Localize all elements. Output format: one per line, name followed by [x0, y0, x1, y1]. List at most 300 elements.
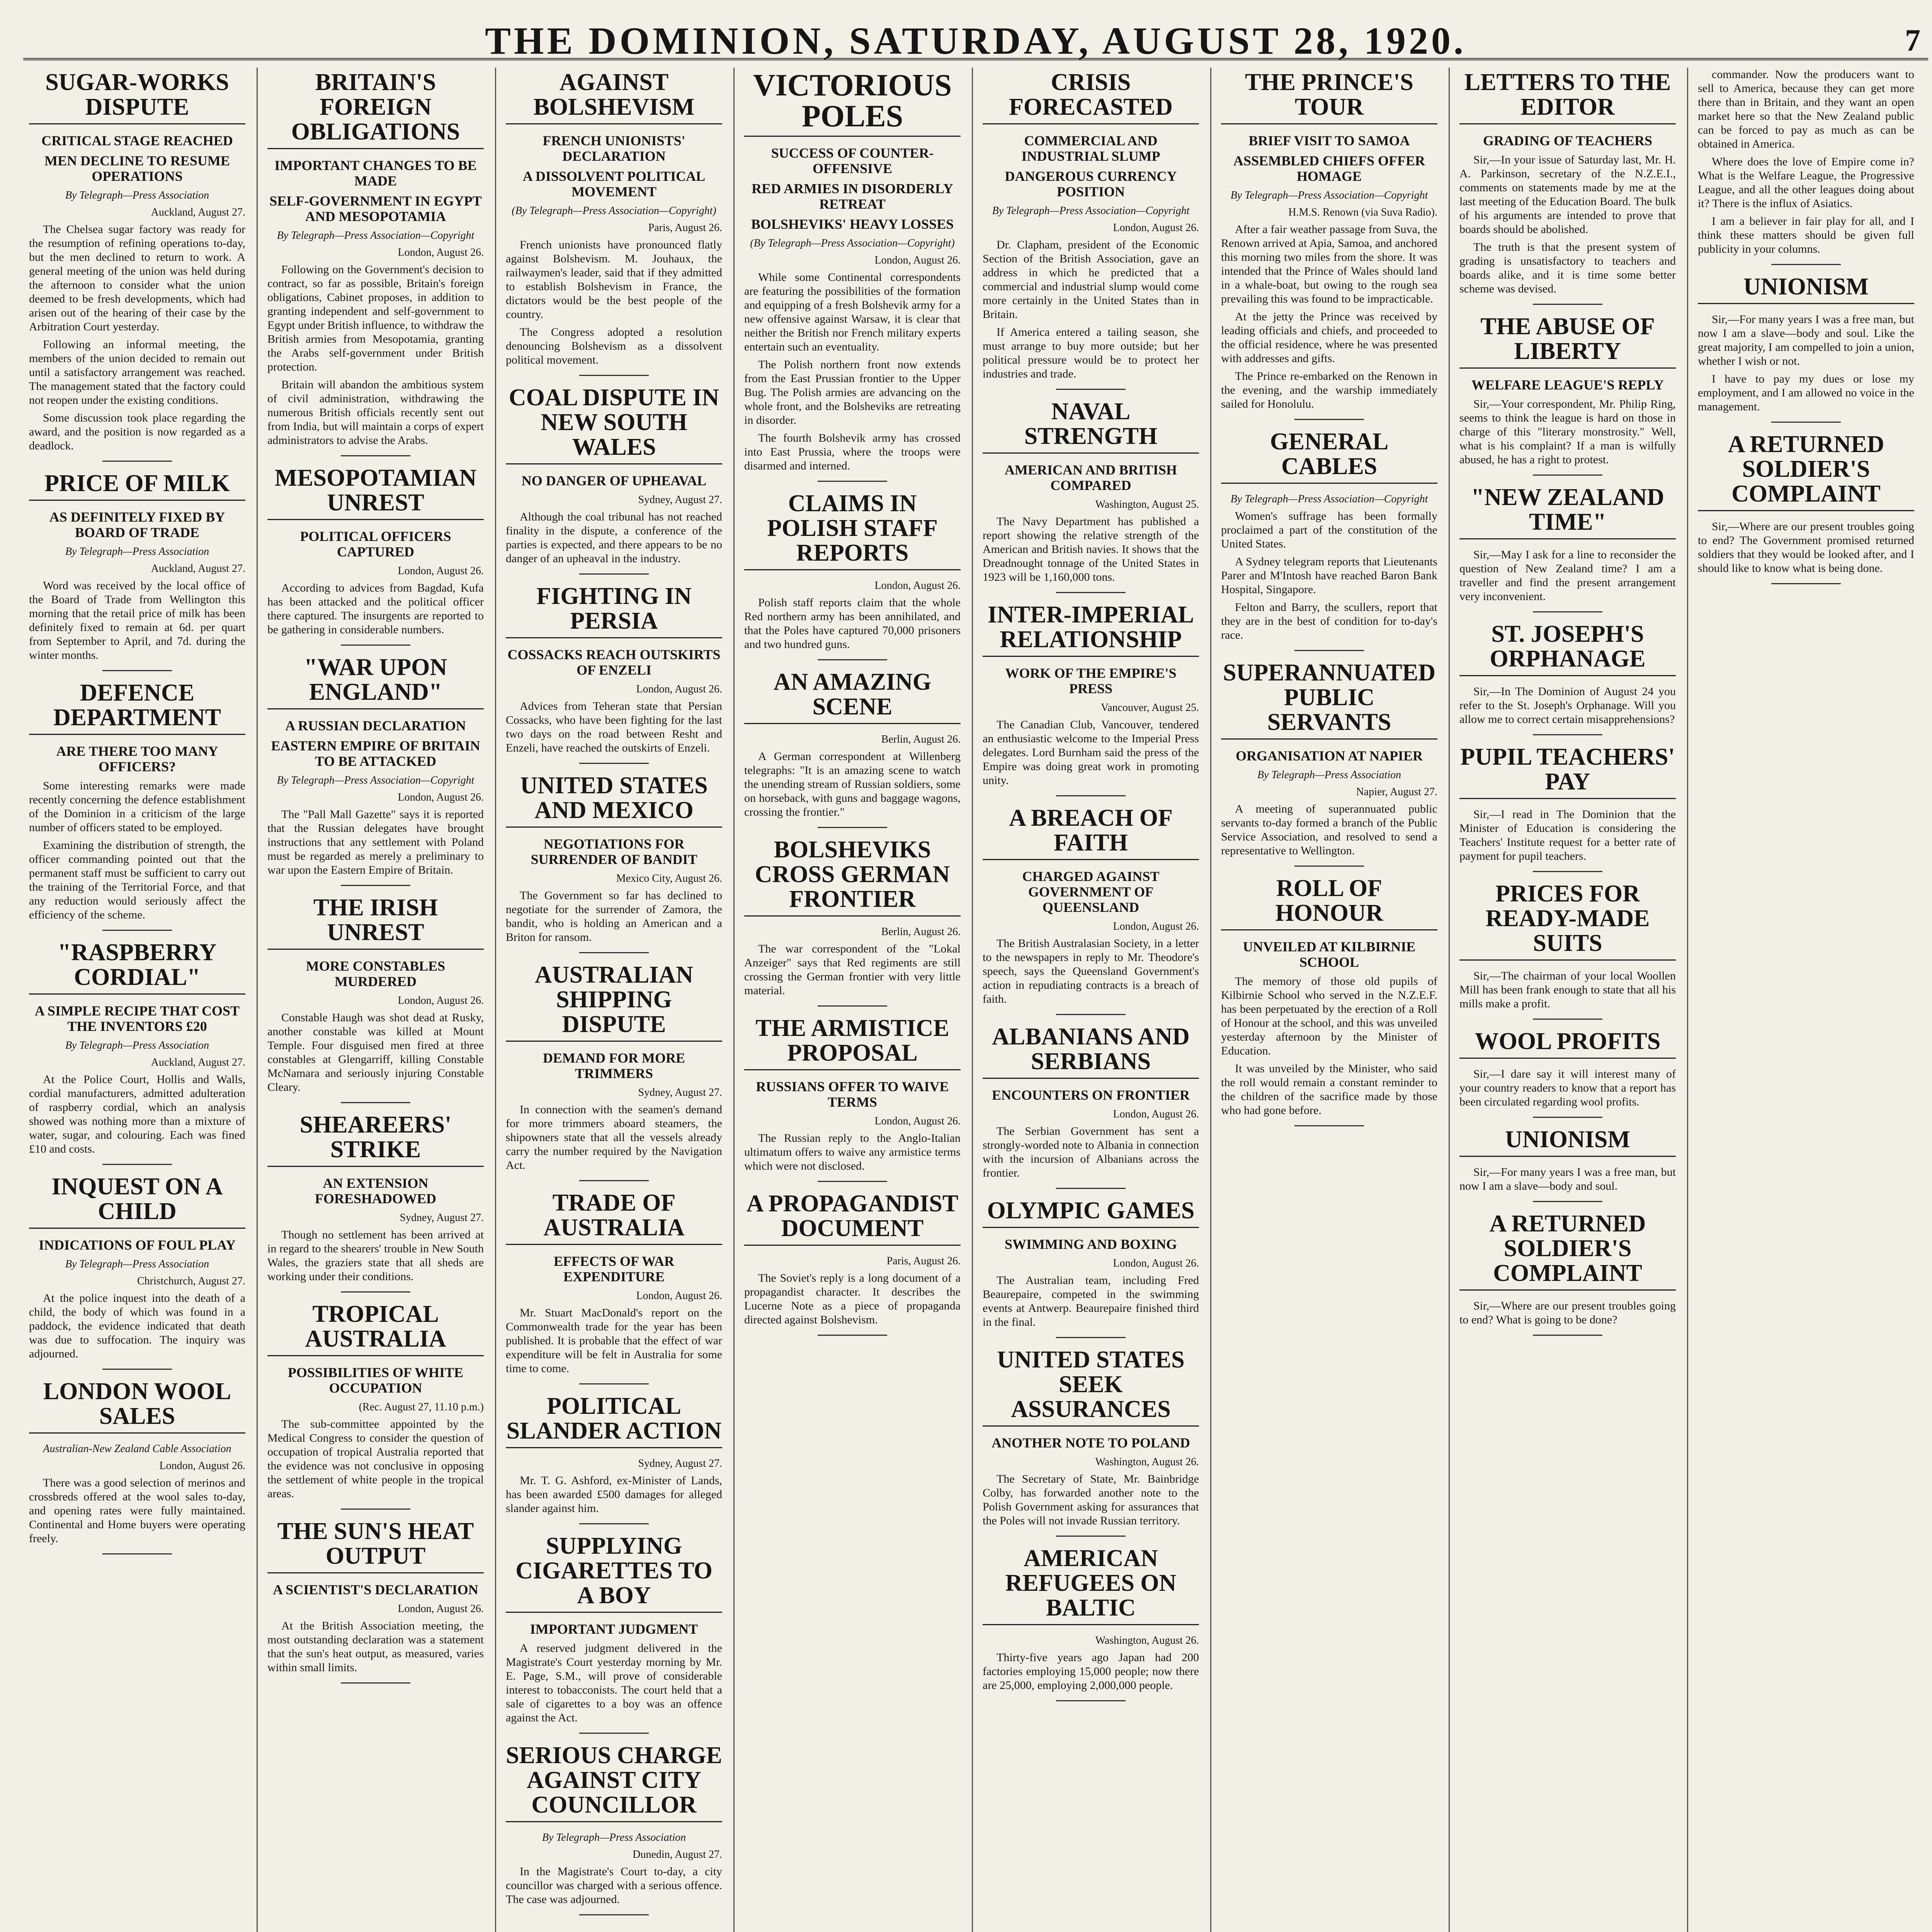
article-paragraph: Following an informal meeting, the members of the union decided to remain out until a satisfactory arrangement was reached. The management stated that the factory could not reopen under the existing conditions.: [29, 338, 245, 406]
article-paragraph: The Polish northern front now extends from the East Prussian frontier to the Upper Bug. The Polish armies are advancing on the whole front, and the Bolsheviks are retreating in disorder.: [744, 358, 961, 427]
article-separator: [1771, 264, 1841, 265]
article-headline: AUSTRALIAN SHIPPING DISPUTE: [535, 962, 693, 1037]
article-paragraph: It was unveiled by the Minister, who said the roll would remain a constant reminder to the children of the sacrifice made by those who had gone before.: [1221, 1062, 1437, 1117]
article-paragraph: Though no settlement has been arrived at in regard to the shearers' trouble in New South Wales, the graziers state that all sheds are working under their conditions.: [267, 1228, 484, 1283]
article: [744, 837, 961, 1007]
article-separator: [579, 1180, 649, 1181]
headline-rule: [29, 734, 245, 735]
column-rule: [1687, 68, 1688, 1932]
article-paragraph: The Navy Department has published a report showing the relative strength of the American and British navies. It shows that the Dreadnought tonnage of the United States in 1923 will be 1,160,000 tons.: [983, 515, 1199, 583]
article-paragraph: Constable Haugh was shot dead at Rusky, another constable was killed at Mount Temple. Four disguised men fired at three constables at Glengarriff, killing Constable McNamara and seriously injuring Constable Cleary.: [267, 1011, 484, 1094]
article: [267, 1112, 484, 1293]
article: [506, 1534, 722, 1734]
masthead: [23, 12, 1928, 60]
article: [1221, 70, 1437, 420]
headline-rule: [1459, 123, 1676, 124]
article: [983, 1347, 1199, 1537]
article-dateline: Sydney, August 27.: [638, 1458, 722, 1469]
article-headline: THE ARMISTICE PROPOSAL: [755, 1015, 949, 1066]
headline-rule: [1459, 959, 1676, 961]
article-dateline: Auckland, August 27.: [151, 563, 245, 575]
article-paragraph: Where does the love of Empire come in? What is the Welfare League, the Progressive League, and all the other leagues doing about it? There is the influx of Asiatics.: [1698, 155, 1914, 210]
column-3: [506, 68, 722, 1932]
article-deck: ORGANISATION AT NAPIER: [1235, 748, 1423, 764]
article-deck: AN EXTENSION FORESHADOWED: [315, 1175, 437, 1206]
article: [1221, 429, 1437, 651]
article: [267, 655, 484, 886]
headline-rule: [744, 569, 961, 570]
article-deck: BRIEF VISIT TO SAMOA: [1248, 133, 1410, 148]
article-deck: DANGEROUS CURRENCY POSITION: [1005, 168, 1177, 199]
article-byline: By Telegraph—Press Association—Copyright: [992, 205, 1190, 217]
article-deck: WORK OF THE EMPIRE'S PRESS: [1005, 665, 1177, 696]
article-dateline: London, August 26.: [398, 995, 484, 1007]
article-byline: By Telegraph—Press Association: [65, 1258, 209, 1270]
headline-rule: [1221, 738, 1437, 740]
article-separator: [579, 1733, 649, 1734]
article-headline: DEFENCE DEPARTMENT: [53, 680, 221, 731]
article-paragraph: The fourth Bolshevik army has crossed into East Prussia, where the troops were disarmed and interned.: [744, 432, 961, 472]
article-deck: ANOTHER NOTE TO POLAND: [992, 1435, 1190, 1451]
article-dateline: London, August 26.: [636, 683, 722, 695]
article-deck: POSSIBILITIES OF WHITE OCCUPATION: [287, 1365, 464, 1396]
article: [983, 399, 1199, 593]
article-paragraph: Some discussion took place regarding the award, and the position is now regarded as a deadlock.: [29, 412, 245, 452]
headline-rule: [1698, 510, 1914, 511]
article-dateline: Vancouver, August 25.: [1101, 702, 1199, 714]
article-headline: FIGHTING IN PERSIA: [536, 583, 692, 634]
article-headline: ROLL OF HONOUR: [1275, 875, 1383, 926]
article-byline: By Telegraph—Press Association: [65, 189, 209, 201]
article-headline: THE SUN'S HEAT OUTPUT: [277, 1518, 474, 1569]
article-paragraph: Mr. Stuart MacDonald's report on the Commonwealth trade for the year has been published. It is probable that the effect of war expenditure will be felt in Australia for some time to come.: [506, 1306, 722, 1375]
article-separator: [341, 885, 410, 886]
article-separator: [818, 1181, 887, 1182]
article-headline: CRISIS FORECASTED: [1009, 69, 1173, 120]
article-separator: [579, 1383, 649, 1384]
article-headline: TRADE OF AUSTRALIA: [543, 1190, 685, 1241]
column-6: [1221, 68, 1437, 1932]
article: [29, 1174, 245, 1370]
article-separator: [1056, 1700, 1126, 1701]
headline-rule: [983, 656, 1199, 657]
article-headline: COAL DISPUTE IN NEW SOUTH WALES: [509, 384, 719, 460]
article: [744, 70, 961, 482]
headline-rule: [1459, 1058, 1676, 1059]
article-deck: COSSACKS REACH OUTSKIRTS OF ENZELI: [507, 647, 721, 678]
article-separator: [341, 455, 410, 456]
article-paragraph: In connection with the seamen's demand for more trimmers aboard steamers, the shipowners state that all the vessels already carry the number required by the Navigation Act.: [506, 1103, 722, 1172]
article-headline: UNIONISM: [1505, 1126, 1630, 1153]
article-dateline: London, August 26.: [874, 254, 961, 266]
headline-rule: [1459, 538, 1676, 539]
article: [29, 680, 245, 931]
article-separator: [102, 1164, 172, 1165]
article-separator: [1771, 583, 1841, 584]
article-paragraph: The Serbian Government has sent a strongly-worded note to Albania in connection with the incursion of Albanians across the frontier.: [983, 1125, 1199, 1179]
article-separator: [818, 1005, 887, 1007]
article-headline: SHEAREERS' STRIKE: [299, 1112, 452, 1163]
article-deck: CRITICAL STAGE REACHED: [41, 133, 233, 148]
article: [267, 1519, 484, 1684]
article-deck: EASTERN EMPIRE OF BRITAIN TO BE ATTACKED: [271, 738, 480, 769]
article-paragraph: The memory of those old pupils of Kilbirnie School who served in the N.Z.E.F. has been perpetuated by the erection of a Roll of Honour at the school, and this was unveiled yesterday afternoon by the Minister of Education.: [1221, 975, 1437, 1057]
headline-rule: [506, 1821, 722, 1822]
article-dateline: London, August 26.: [398, 791, 484, 803]
article-deck: A DISSOLVENT POLITICAL MOVEMENT: [522, 168, 706, 199]
article-separator: [1533, 611, 1602, 612]
article-deck: DEMAND FOR MORE TRIMMERS: [543, 1050, 685, 1081]
article-deck: NEGOTIATIONS FOR SURRENDER OF BANDIT: [531, 836, 697, 867]
article-deck: AMERICAN AND BRITISH COMPARED: [1004, 462, 1177, 493]
article-paragraph: The sub-committee appointed by the Medical Congress to consider the question of occupation of tropical Australia reported that the evidence was not conclusive in opposing the settlement of white people in the tropical areas.: [267, 1418, 484, 1500]
article-separator: [579, 763, 649, 764]
article-deck: ENCOUNTERS ON FRONTIER: [992, 1087, 1190, 1103]
article-paragraph: The Government so far has declined to negotiate for the surrender of Zamora, the bandit, who is holding an American and a Briton for ransom.: [506, 889, 722, 944]
article-paragraph: Sir,—Your correspondent, Mr. Philip Ring, seems to think the league is hard on those in charge of this "literary monstrosity." Well, what is his complaint? If a man is wilfully abused, he has a right to protest.: [1459, 398, 1676, 466]
article: [983, 1024, 1199, 1189]
article-headline: INTER-IMPERIAL RELATIONSHIP: [988, 602, 1194, 653]
article-deck: FRENCH UNIONISTS' DECLARATION: [543, 133, 685, 164]
article-dateline: London, August 26.: [398, 247, 484, 259]
article-headline: "RASPBERRY CORDIAL": [58, 939, 217, 990]
article-headline: AMERICAN REFUGEES ON BALTIC: [1005, 1545, 1177, 1621]
article: [1698, 432, 1914, 584]
article: [267, 895, 484, 1103]
article-separator: [1056, 795, 1126, 796]
headline-rule: [506, 1041, 722, 1042]
article-dateline: Washington, August 25.: [1095, 498, 1199, 510]
article: [29, 70, 245, 462]
article-separator: [818, 659, 887, 660]
article: [1221, 876, 1437, 1126]
headline-rule: [744, 136, 961, 137]
article: [267, 466, 484, 646]
headline-rule: [29, 993, 245, 995]
article: [983, 602, 1199, 796]
article-paragraph: Felton and Barry, the scullers, report that they are in the best of condition for to-day's race.: [1221, 601, 1437, 641]
headline-rule: [983, 859, 1199, 860]
article-separator: [1533, 871, 1602, 872]
article-headline: A RETURNED SOLDIER'S COMPLAINT: [1728, 431, 1884, 507]
article-dateline: London, August 26.: [874, 1115, 961, 1127]
article-dateline: Dunedin, August 27.: [633, 1849, 722, 1861]
headline-rule: [29, 123, 245, 124]
article-paragraph: At the British Association meeting, the most outstanding declaration was a statement that the sun's heat output, as measured, varies within small limits.: [267, 1619, 484, 1674]
article-dateline: Sydney, August 27.: [638, 494, 722, 506]
article-separator: [1056, 592, 1126, 593]
article-headline: THE ABUSE OF LIBERTY: [1480, 313, 1655, 364]
article-headline: ALBANIANS AND SERBIANS: [992, 1024, 1190, 1075]
article-paragraph: Sir,—Where are our present troubles going to end? The Government promised returned soldiers that they would be looked after, and I should like to know what is being done.: [1698, 520, 1914, 575]
article-paragraph: Following on the Government's decision to contract, so far as possible, Britain's foreign obligations, Cabinet proposes, in addition to granting independent and self-government to Egypt under British influence, to withdraw the British armies from Mesopotamia, granting the Arabs self-government under British protection.: [267, 263, 484, 373]
headline-rule: [744, 1245, 961, 1246]
article-paragraph: According to advices from Bagdad, Kufa has been attacked and the political officer there captured. The insurgents are reported to be gathering in considerable numbers.: [267, 582, 484, 636]
article-separator: [1533, 1117, 1602, 1118]
article-headline: THE IRISH UNREST: [313, 895, 438, 946]
article-dateline: Washington, August 26.: [1095, 1634, 1199, 1646]
article-paragraph: The Secretary of State, Mr. Bainbridge Colby, has forwarded another note to the Polish Government asking for assurances that the Poles will not invade Russian territory.: [983, 1473, 1199, 1527]
article-byline: Australian-New Zealand Cable Association: [43, 1443, 231, 1455]
headline-rule: [29, 1228, 245, 1229]
article-separator: [1771, 422, 1841, 423]
article-paragraph: Thirty-five years ago Japan had 200 factories employing 15,000 people; now there are 25,000, employing 2,000,000 people.: [983, 1651, 1199, 1692]
article-paragraph: The Canadian Club, Vancouver, tendered an enthusiastic welcome to the Imperial Press delegates. Lord Burnham said the press of the Empire was doing great work in promoting unity.: [983, 718, 1199, 787]
article: [29, 940, 245, 1165]
article-paragraph: Polish staff reports claim that the whole Red northern army has been annihilated, and that the Poles have captured 70,000 prisoners and two hundred guns.: [744, 596, 961, 651]
article-separator: [1056, 1536, 1126, 1537]
article-headline: SUGAR-WORKS DISPUTE: [45, 69, 229, 120]
article-paragraph: Examining the distribution of strength, the officer commanding pointed out that the permanent staff must be sufficient to carry out the training of the Territorial Force, and that any reduction would seriously affect the efficiency of the scheme.: [29, 839, 245, 921]
column-7: [1459, 68, 1676, 1932]
article: [983, 806, 1199, 1015]
article-headline: "WAR UPON ENGLAND": [304, 654, 447, 705]
article-headline: WOOL PROFITS: [1475, 1028, 1661, 1054]
column-8: [1698, 68, 1914, 1932]
article-deck: BOLSHEVIKS' HEAVY LOSSES: [751, 216, 954, 232]
article-paragraph: Some interesting remarks were made recently concerning the defence establishment of the Dominion in a criticism of the large number of officers stated to be employed.: [29, 779, 245, 834]
article-deck: IMPORTANT JUDGMENT: [530, 1621, 698, 1637]
article-separator: [102, 1369, 172, 1370]
article-paragraph: The truth is that the present system of grading is unsatisfactory to teachers and boards alike, and it is time some better scheme was devised.: [1459, 241, 1676, 295]
column-rule: [972, 68, 973, 1932]
article-separator: [1294, 419, 1364, 420]
article: [506, 1190, 722, 1384]
article-separator: [818, 1335, 887, 1336]
article-headline: A RETURNED SOLDIER'S COMPLAINT: [1489, 1211, 1646, 1286]
article-headline: UNIONISM: [1743, 274, 1869, 300]
article-paragraph: After a fair weather passage from Suva, the Renown arrived at Apia, Samoa, and anchored this morning two miles from the shore. It was intended that the Prince of Wales should land in a whale-boat, but owing to the rough sea prevailing this was found to be impracticable.: [1221, 223, 1437, 305]
article-separator: [1294, 650, 1364, 651]
article-paragraph: Britain will abandon the ambitious system of civil administration, withdrawing the numerous British officials recently sent out from India, but will maintain a corps of expert administrators to advise the Arabs.: [267, 378, 484, 447]
article: [29, 1379, 245, 1554]
article-deck: POLITICAL OFFICERS CAPTURED: [300, 529, 451, 560]
article-deck: GRADING OF TEACHERS: [1483, 133, 1653, 148]
article-separator: [1533, 734, 1602, 735]
article-dateline: London, August 26.: [874, 580, 961, 592]
article-paragraph: At the police inquest into the death of a child, the body of which was found in a paddock, the evidence indicated that death was due to suffocation. The inquiry was adjourned.: [29, 1292, 245, 1360]
headline-rule: [1459, 1156, 1676, 1157]
article-dateline: Berlin, August 26.: [881, 733, 961, 745]
article-separator: [341, 1291, 410, 1293]
article-separator: [579, 1914, 649, 1915]
page-number: 7: [1905, 24, 1920, 58]
article-deck: MORE CONSTABLES MURDERED: [306, 958, 446, 989]
article-dateline: Berlin, August 26.: [881, 926, 961, 938]
column-rule: [257, 68, 258, 1932]
article-paragraph: At the Police Court, Hollis and Walls, cordial manufacturers, admitted adulteration of raspberry cordial, which an analysis showed was nothing more than a mixture of water, sugar, and colouring. Each was fined £10 and costs.: [29, 1073, 245, 1155]
headline-rule: [744, 723, 961, 724]
column-4: [744, 68, 961, 1932]
article-headline: SUPERANNUATED PUBLIC SERVANTS: [1223, 660, 1435, 735]
article: [1459, 1211, 1676, 1336]
headline-rule: [1221, 929, 1437, 930]
article: [506, 1394, 722, 1524]
article-paragraph: The "Pall Mall Gazette" says it is reported that the Russian delegates have brought instructions that any settlement with Poland must be regarded as merely a preliminary to war upon the Eastern Empire of Britain.: [267, 808, 484, 876]
article-separator: [341, 1509, 410, 1510]
article-dateline: London, August 26.: [398, 1603, 484, 1615]
article-dateline: London, August 26.: [636, 1290, 722, 1302]
article-headline: A PROPAGANDIST DOCUMENT: [746, 1190, 959, 1242]
article-paragraph: Sir,—May I ask for a line to reconsider the question of New Zealand time? I am a traveller and find the present arrangement very inconvenient.: [1459, 548, 1676, 603]
article-paragraph: Sir,—In The Dominion of August 24 you refer to the St. Joseph's Orphanage. Will you allow me to correct certain misapprehensions?: [1459, 685, 1676, 726]
headline-rule: [267, 1166, 484, 1167]
article-byline: By Telegraph—Press Association—Copyright: [277, 230, 474, 242]
article-byline: By Telegraph—Press Association: [542, 1832, 686, 1844]
article: [1459, 1127, 1676, 1202]
article-paragraph: The Chelsea sugar factory was ready for the resumption of refining operations to-day, but the men declined to return to work. A general meeting of the union was held during the afternoon to consider what the union deemed to be fresh developments, which had arisen out of the hearing of their case by the Arbitration Court yesterday.: [29, 223, 245, 333]
article: [983, 70, 1199, 390]
headline-rule: [983, 1078, 1199, 1079]
article-separator: [1056, 1188, 1126, 1189]
article-paragraph: commander. Now the producers want to sell to America, because they can get more there than in Britain, and they want an open market here so that the New Zealand public can be forced to pay as much as can be obtained in America.: [1698, 68, 1914, 150]
headline-rule: [506, 1612, 722, 1613]
column-rule: [733, 68, 735, 1932]
article-headline: SERIOUS CHARGE AGAINST CITY COUNCILLOR: [506, 1742, 722, 1818]
article-separator: [102, 1553, 172, 1554]
article-headline: THE PRINCE'S TOUR: [1245, 69, 1413, 120]
article-deck: COMMERCIAL AND INDUSTRIAL SLUMP: [1021, 133, 1160, 164]
article-paragraph: A meeting of superannuated public servants to-day formed a branch of the Public Service Association, and resolved to send a representative to Wellington.: [1221, 803, 1437, 857]
article-paragraph: A Sydney telegram reports that Lieutenants Parer and M'Intosh have reached Baron Bank Hospital, Singapore.: [1221, 555, 1437, 596]
masthead-title: THE DOMINION, SATURDAY, AUGUST 28, 1920.: [485, 19, 1466, 62]
article-dateline: Washington, August 26.: [1095, 1456, 1199, 1468]
article-deck: CHARGED AGAINST GOVERNMENT OF QUEENSLAND: [1022, 869, 1160, 915]
article-headline: GENERAL CABLES: [1270, 429, 1389, 480]
article: [1459, 70, 1676, 305]
article-headline: NAVAL STRENGTH: [1024, 398, 1158, 449]
article-separator: [341, 1102, 410, 1103]
article-paragraph: There was a good selection of merinos and crossbreds offered at the wool sales to-day, and opening rates were fully maintained. Continental and Home buyers were operating freely.: [29, 1476, 245, 1545]
article-separator: [102, 461, 172, 462]
article-headline: PRICE OF MILK: [44, 470, 230, 497]
headline-rule: [983, 452, 1199, 454]
article-dateline: London, August 26.: [398, 565, 484, 577]
article: [506, 70, 722, 376]
article-dateline: Sydney, August 27.: [400, 1212, 484, 1224]
article-separator: [341, 645, 410, 646]
article-headline: "NEW ZEALAND TIME": [1471, 484, 1665, 535]
article-separator: [1533, 1201, 1602, 1202]
article-paragraph: Sir,—In your issue of Saturday last, Mr. H. A. Parkinson, secretary of the N.Z.E.I., comments on statements made by me at the last meeting of the Education Board. The bulk of his arguments are intended to prove that boards should be abolished.: [1459, 153, 1676, 236]
article: [506, 773, 722, 953]
article-separator: [579, 375, 649, 376]
article-paragraph: Advices from Teheran state that Persian Cossacks, who have been fighting for the last two days on the road between Resht and Enzeli, have reached the outskirts of Enzeli.: [506, 700, 722, 754]
article: [1459, 485, 1676, 612]
article: [1221, 660, 1437, 867]
column-2: [267, 68, 484, 1932]
article: [506, 385, 722, 575]
article-separator: [1533, 304, 1602, 305]
article-headline: CLAIMS IN POLISH STAFF REPORTS: [767, 490, 938, 566]
article-deck: A RUSSIAN DECLARATION: [285, 718, 466, 733]
headline-rule: [267, 949, 484, 950]
article-paragraph: French unionists have pronounced flatly against Bolshevism. M. Jouhaux, the railwaymen's leader, said that if they admitted to establish Bolshevism in France, the dictators would be the best people of the country.: [506, 238, 722, 321]
article-separator: [102, 670, 172, 671]
article-headline: UNITED STATES SEEK ASSURANCES: [997, 1347, 1185, 1422]
headline-rule: [1459, 675, 1676, 676]
article-paragraph: I am a believer in fair play for all, and I think these matters should be given full publicity in your columns.: [1698, 215, 1914, 255]
article-separator: [1294, 866, 1364, 867]
article-headline: AN AMAZING SCENE: [773, 669, 932, 720]
article-separator: [1533, 1335, 1602, 1336]
article-separator: [1056, 1014, 1126, 1015]
article: [744, 670, 961, 828]
article-deck: IMPORTANT CHANGES TO BE MADE: [274, 158, 477, 189]
article-deck: UNVEILED AT KILBIRNIE SCHOOL: [1243, 939, 1416, 970]
article-deck: MEN DECLINE TO RESUME OPERATIONS: [44, 153, 230, 184]
article-paragraph: The Australian team, including Fred Beaurepaire, competed in the swimming events at Antwerp. Beaurepaire finished third in the final.: [983, 1274, 1199, 1328]
article-byline: By Telegraph—Press Association—Copyright: [1230, 493, 1428, 505]
article-paragraph: Although the coal tribunal has not reached finality in the dispute, a conference of the parties is expected, and there appears to be no danger of an upheaval in the industry.: [506, 510, 722, 565]
article-headline: BOLSHEVIKS CROSS GERMAN FRONTIER: [755, 837, 950, 912]
headline-rule: [983, 123, 1199, 124]
article: [506, 584, 722, 764]
headline-rule: [983, 1624, 1199, 1625]
article-dateline: London, August 26.: [1113, 920, 1199, 932]
article-paragraph: At the jetty the Prince was received by leading officials and chiefs, and proceeded to the official residence, where he was presented with addresses and gifts.: [1221, 310, 1437, 365]
article-paragraph: Mr. T. G. Ashford, ex-Minister of Lands, has been awarded £500 damages for alleged slander against him.: [506, 1474, 722, 1515]
headline-rule: [1221, 483, 1437, 484]
article-separator: [1294, 1125, 1364, 1126]
article-dateline: Napier, August 27.: [1356, 786, 1437, 798]
article-paragraph: Sir,—For many years I was a free man, but now I am a slave—body and soul. Like the great majority, I am compelled to join a union, whether I wish or not.: [1698, 313, 1914, 367]
headline-rule: [267, 708, 484, 709]
article: [29, 471, 245, 671]
article-paragraph: A reserved judgment delivered in the Magistrate's Court yesterday morning by Mr. E. Page, S.M., will prove of considerable interest to tobacconists. The court held that a sale of cigarettes to a boy was an offence against the Act.: [506, 1642, 722, 1724]
article-headline: LETTERS TO THE EDITOR: [1464, 69, 1671, 120]
headline-rule: [1698, 303, 1914, 304]
article: [983, 1546, 1199, 1701]
headline-rule: [983, 1425, 1199, 1427]
article-separator: [1056, 1337, 1126, 1338]
article-dateline: Mexico City, August 26.: [616, 872, 722, 884]
headline-rule: [267, 519, 484, 520]
article-separator: [579, 952, 649, 953]
headline-rule: [29, 1432, 245, 1434]
article-deck: AS DEFINITELY FIXED BY BOARD OF TRADE: [49, 509, 225, 540]
article-separator: [818, 481, 887, 482]
headline-rule: [1459, 1289, 1676, 1291]
article-paragraph: Sir,—The chairman of your local Woollen Mill has been frank enough to state that all his mills make a profit.: [1459, 969, 1676, 1010]
article-byline: (By Telegraph—Press Association—Copyright): [512, 205, 716, 217]
article-dateline: London, August 26.: [159, 1460, 245, 1472]
article-headline: INQUEST ON A CHILD: [51, 1173, 223, 1225]
article-paragraph: A German correspondent at Willenberg telegraphs: "It is an amazing scene to watch the unending stream of Russian soldiers, some on horseback, with guns and baggage wagons, crossing the frontier.": [744, 750, 961, 818]
headline-rule: [744, 915, 961, 917]
headline-rule: [506, 637, 722, 638]
headline-rule: [506, 463, 722, 464]
headline-rule: [267, 1355, 484, 1356]
article-headline: UNITED STATES AND MEXICO: [520, 772, 708, 823]
article: [267, 70, 484, 456]
article-byline: By Telegraph—Press Association: [1257, 769, 1401, 781]
article: [744, 1016, 961, 1182]
article-headline: AGAINST BOLSHEVISM: [533, 69, 695, 120]
article-deck: ARE THERE TOO MANY OFFICERS?: [56, 743, 218, 774]
article-paragraph: I have to pay my dues or lose my employment, and I am allowed no voice in the management.: [1698, 372, 1914, 413]
article-headline: ST. JOSEPH'S ORPHANAGE: [1490, 621, 1646, 672]
article-deck: A SIMPLE RECIPE THAT COST THE INVENTORS £20: [34, 1003, 240, 1034]
article-paragraph: The Russian reply to the Anglo-Italian ultimatum offers to waive any armistice terms which were not disclosed.: [744, 1132, 961, 1172]
article-paragraph: Sir,—I read in The Dominion that the Minister of Education is considering the Teachers' Institute request for a better rate of payment for pupil teachers.: [1459, 808, 1676, 862]
article-dateline: Sydney, August 27.: [638, 1087, 722, 1099]
column-1: [29, 68, 245, 1932]
headline-rule: [1221, 123, 1437, 124]
headline-rule: [506, 827, 722, 828]
article-byline: By Telegraph—Press Association—Copyright: [277, 774, 474, 786]
article-dateline: Paris, August 26.: [648, 222, 722, 234]
